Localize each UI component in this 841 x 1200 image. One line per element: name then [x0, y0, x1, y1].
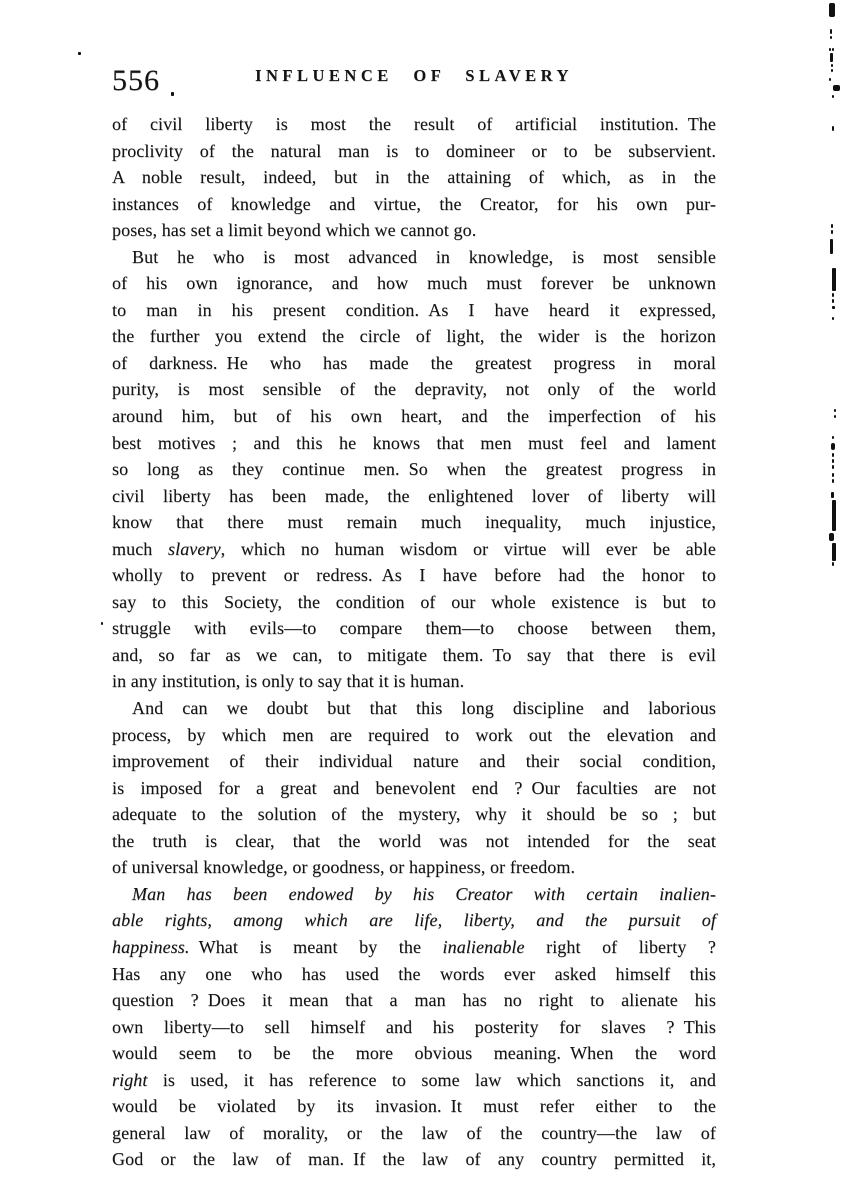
text-segment: Has any one who has used the words ever asked himself this — [112, 963, 716, 984]
ink-mark — [832, 299, 834, 303]
text-line — [112, 801, 716, 828]
text-segment: of darkness. He who has made the greatest progress in moral — [112, 352, 716, 373]
italic-text: happiness. — [112, 936, 190, 957]
ink-mark — [832, 562, 834, 566]
text-line — [112, 350, 716, 377]
ink-mark — [832, 543, 836, 561]
text-line — [112, 244, 716, 271]
ink-mark — [832, 453, 834, 457]
text-line — [112, 1120, 716, 1147]
text-line — [112, 589, 716, 616]
text-segment: best motives ; and this he knows that men must feel and lament — [112, 432, 716, 453]
text-line — [112, 270, 716, 297]
ink-mark — [831, 69, 833, 72]
ink-mark — [832, 126, 834, 131]
text-segment: And can we doubt but that this long discipline and laborious — [132, 698, 716, 719]
ink-mark — [832, 317, 834, 320]
ink-mark — [171, 92, 174, 96]
text-segment: adequate to the solution of the mystery, why it should be so ; but — [112, 804, 716, 825]
text-segment: so long as they continue men. So when the greatest progress in — [112, 459, 716, 480]
text-segment: purity, is most sensible of the depravity, not only of the world — [112, 379, 716, 400]
italic-text: inalienable — [442, 936, 525, 957]
text-segment: is used, it has reference to some law which sanctions it, and — [147, 1069, 716, 1090]
text-line — [112, 907, 716, 934]
text-segment: struggle with evils—to compare them—to choose between them, — [112, 618, 716, 639]
text-segment: and, so far as we can, to mitigate them. To say that there is evil — [112, 644, 716, 665]
italic-text: able rights, among which are life, liberty, and the pursuit of — [112, 910, 716, 931]
text-segment: What is meant by the — [189, 936, 443, 957]
text-line — [112, 961, 716, 988]
text-segment: question ? Does it mean that a man has no right to alienate his — [112, 990, 716, 1011]
text-line — [112, 695, 716, 722]
text-segment: much — [112, 538, 168, 559]
text-line — [112, 615, 716, 642]
text-line — [112, 430, 716, 457]
text-segment: would seem to be the more obvious meaning. When the word — [112, 1043, 716, 1064]
text-line — [112, 1093, 716, 1120]
ink-mark — [832, 268, 836, 291]
text-segment: would be violated by its invasion. It must refer either to the — [112, 1096, 716, 1117]
text-segment: know that there must remain much inequality, much injustice, — [112, 512, 716, 533]
text-line — [112, 164, 716, 191]
text-line — [112, 456, 716, 483]
text-line — [112, 828, 716, 855]
text-segment: to man in his present condition. As I have heard it expressed, — [112, 299, 716, 320]
ink-mark — [829, 78, 831, 81]
ink-mark — [830, 29, 832, 34]
text-segment: around him, but of his own heart, and the imperfection of his — [112, 406, 716, 427]
text-segment: wholly to prevent or redress. As I have before had the honor to — [112, 565, 716, 586]
italic-text: slavery — [167, 538, 221, 559]
ink-mark — [829, 533, 834, 541]
text-line — [112, 668, 716, 695]
text-line — [112, 722, 716, 749]
ink-mark — [832, 293, 834, 297]
text-line — [112, 987, 716, 1014]
running-header: INFLUENCE OF SLAVERY — [255, 66, 573, 85]
text-segment: A noble result, indeed, but in the attaining of which, as in the — [112, 167, 716, 188]
text-segment: is imposed for a great and benevolent end ? Our faculties are not — [112, 777, 716, 798]
text-segment: improvement of their individual nature and their social condition, — [112, 751, 716, 772]
text-segment: general law of morality, or the law of the country—the law of — [112, 1122, 716, 1143]
ink-mark — [829, 3, 835, 17]
ink-mark — [832, 48, 834, 51]
text-line — [112, 1146, 716, 1173]
ink-mark — [831, 230, 833, 234]
ink-mark — [831, 492, 834, 498]
ink-mark — [831, 224, 833, 228]
text-line — [112, 562, 716, 589]
text-line — [112, 509, 716, 536]
text-segment: instances of knowledge and virtue, the Creator, for his own pur- — [112, 193, 716, 214]
text-segment: in any institution, is only to say that it is human. — [112, 671, 465, 692]
text-segment: right of liberty ? — [524, 936, 716, 957]
paragraph — [112, 111, 716, 244]
text-segment: But he who is most advanced in knowledge, is most sensible — [132, 246, 716, 267]
text-segment: the truth is clear, that the world was not intended for the seat — [112, 830, 716, 851]
text-segment: , which no human wisdom or virtue will ever be able — [220, 538, 716, 559]
text-line — [112, 881, 716, 908]
text-line — [112, 775, 716, 802]
text-segment: poses, has set a limit beyond which we cannot go. — [112, 220, 477, 241]
text-line — [112, 323, 716, 350]
ink-mark — [830, 239, 833, 254]
text-line — [112, 191, 716, 218]
text-line — [112, 483, 716, 510]
text-segment: of his own ignorance, and how much must forever be unknown — [112, 273, 716, 294]
ink-mark — [832, 465, 834, 469]
text-line — [112, 376, 716, 403]
ink-mark — [832, 459, 834, 463]
ink-mark — [829, 48, 831, 51]
italic-text: Man has been endowed by his Creator with certain inalien- — [132, 883, 716, 904]
text-line — [112, 934, 716, 961]
ink-mark — [78, 52, 81, 55]
ink-mark — [832, 473, 834, 477]
ink-mark — [101, 622, 103, 625]
text-line — [112, 403, 716, 430]
text-line — [112, 854, 716, 881]
text-segment: civil liberty has been made, the enlightened lover of liberty will — [112, 485, 716, 506]
text-segment: process, by which men are required to work out the elevation and — [112, 724, 716, 745]
text-segment: say to this Society, the condition of our whole existence is but to — [112, 591, 716, 612]
text-segment: of universal knowledge, or goodness, or happiness, or freedom. — [112, 857, 576, 878]
text-segment: God or the law of man. If the law of any country permitted it, — [112, 1149, 716, 1170]
ink-mark — [832, 500, 836, 531]
text-segment: the further you extend the circle of light, the wider is the horizon — [112, 326, 716, 347]
text-line — [112, 138, 716, 165]
text-line — [112, 1040, 716, 1067]
text-line — [112, 111, 716, 138]
ink-mark — [834, 409, 836, 412]
text-segment: own liberty—to sell himself and his posterity for slaves ? This — [112, 1016, 716, 1037]
ink-mark — [832, 436, 834, 439]
text-line — [112, 1014, 716, 1041]
ink-mark — [832, 479, 834, 483]
page-number: 556 — [112, 64, 160, 97]
ink-mark — [831, 443, 835, 450]
ink-mark — [830, 36, 832, 39]
body-text — [112, 111, 716, 1173]
ink-mark — [830, 53, 833, 62]
text-line — [112, 217, 716, 244]
text-segment: proclivity of the natural man is to domineer or to be subservient. — [112, 140, 716, 161]
text-line — [112, 1067, 716, 1094]
ink-mark — [833, 85, 840, 91]
text-line — [112, 642, 716, 669]
text-line — [112, 297, 716, 324]
ink-mark — [834, 415, 836, 418]
italic-text: right — [112, 1069, 148, 1090]
text-line — [112, 536, 716, 563]
ink-mark — [832, 306, 835, 309]
paragraph — [112, 695, 716, 881]
ink-mark — [831, 64, 833, 67]
paragraph — [112, 881, 716, 1173]
text-segment: of civil liberty is most the result of artificial institution. The — [112, 114, 716, 134]
paragraph — [112, 244, 716, 695]
text-line — [112, 748, 716, 775]
ink-mark — [832, 95, 834, 98]
